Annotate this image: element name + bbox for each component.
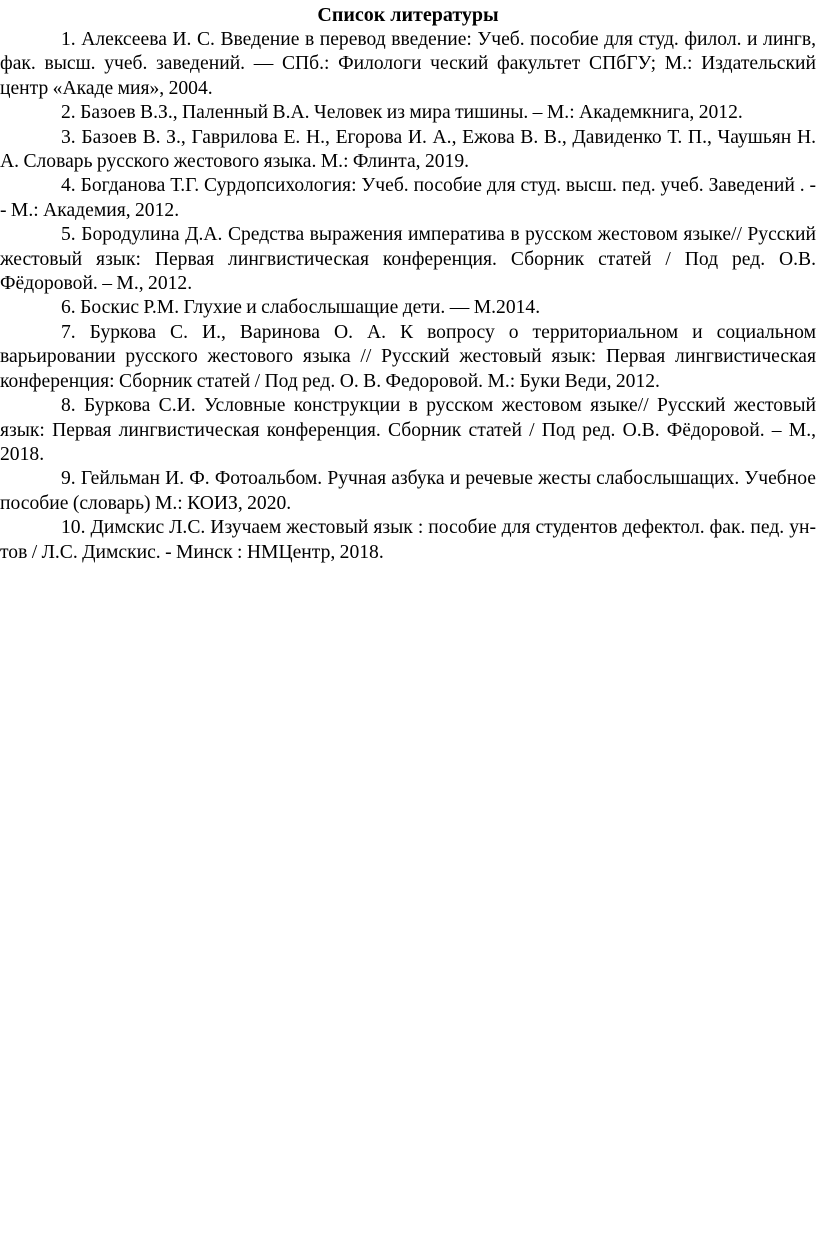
bibliography-list [0, 28, 816, 565]
bibliography-entry: 7. Буркова С. И., Варинова О. А. К вопросу о территориальном и социальном варьировании русского жестового языка // Русский жестовый язык: Первая лингвистическая конференция: Сборник статей / Под ред. О. В. Федоровой. М.: Буки Веди, 2012. [0, 321, 816, 392]
bibliography-entry: 2. Базоев В.З., Паленный В.А. Человек из мира тишины. – М.: Академкнига, 2012. [61, 102, 743, 124]
bibliography-entry: 5. Бородулина Д.А. Средства выражения императива в русском жестовом языке// Русский жестовый язык: Первая лингвистическая конференция. Сборник статей / Под ред. О.В. Фёдоровой. – М., 2012. [0, 224, 816, 295]
bibliography-entry: 3. Базоев В. З., Гаврилова Е. Н., Егорова И. А., Ежова В. В., Давиденко Т. П., Чаушьян Н. А. Словарь русского жестового языка. М.: Флинта, 2019. [0, 126, 816, 173]
bibliography-entry: 8. Буркова С.И. Условные конструкции в русском жестовом языке// Русский жестовый язык: Первая лингвистическая конференция. Сборник статей / Под ред. О.В. Фёдоровой. – М., 2018. [0, 395, 816, 465]
bibliography-entry: 4. Богданова Т.Г. Сурдопсихология: Учеб. пособие для студ. высш. пед. учеб. Заведений . -- М.: Академия, 2012. [0, 175, 816, 221]
bibliography-entry: 10. Димскис Л.С. Изучаем жестовый язык : пособие для студентов дефектол. фак. пед. ун- тов / Л.С. Димскис. - Минск : НМЦентр, 2018. [0, 517, 816, 563]
bibliography-entry: 6. Боскис Р.М. Глухие и слабослышащие дети. — М.2014. [61, 297, 541, 319]
bibliography-entry: 1. Алексеева И. С. Введение в перевод введение: Учеб. пособие для студ. филол. и лингв, фак. высш. учеб. заведений. — СПб.: Филологи ческий факультет СПбГУ; М.: Издательский центр «Акаде мия», 2004. [0, 29, 816, 99]
bibliography-entry: 9. Гейльман И. Ф. Фотоальбом. Ручная азбука и речевые жесты слабослышащих. Учебное пособие (словарь) М.: КОИЗ, 2020. [0, 468, 816, 514]
page-title: Список литературы [317, 4, 499, 26]
